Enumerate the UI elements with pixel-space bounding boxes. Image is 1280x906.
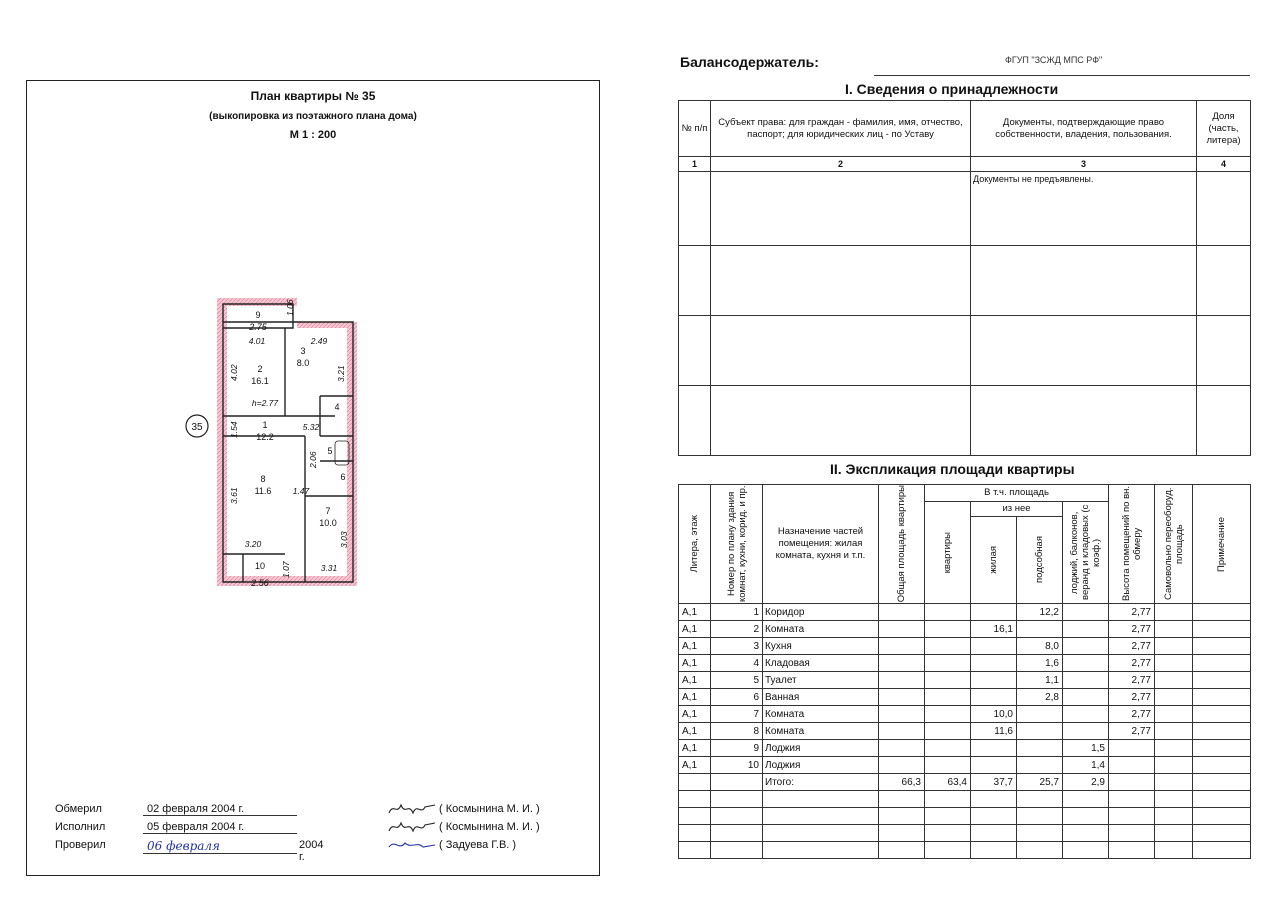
- table-cell: [1155, 672, 1193, 689]
- th-height: Высота помещений по вн. обмеру: [1120, 486, 1143, 602]
- row-number: 9: [711, 740, 763, 757]
- room-1-area: 12.2: [256, 432, 274, 442]
- row-number: 4: [711, 655, 763, 672]
- dim-206: 2.06: [308, 451, 318, 468]
- section1-title: I. Сведения о принадлежности: [845, 81, 1059, 97]
- row-height: 2,77: [1109, 706, 1155, 723]
- table-cell: [925, 757, 971, 774]
- row-number: 10: [711, 757, 763, 774]
- dim-331: 3.31: [320, 563, 338, 573]
- table-cell: [1193, 672, 1251, 689]
- room-8-number: 8: [260, 474, 266, 484]
- row-number: 1: [711, 604, 763, 621]
- room-8-area: 11.6: [254, 486, 272, 496]
- documents-note: Документы не предъявлены.: [971, 172, 1197, 246]
- owner-label: Балансодержатель:: [680, 54, 819, 70]
- table-cell: [1155, 740, 1193, 757]
- col-number: 2: [711, 157, 971, 172]
- room-9-number: 9: [255, 310, 261, 320]
- room-3-area: 8.0: [296, 358, 310, 368]
- row-name: Ванная: [763, 689, 879, 706]
- th-documents: Документы, подтверждающие право собственности, владения, пользования.: [971, 101, 1197, 157]
- row-number: 3: [711, 638, 763, 655]
- row-name: Комната: [763, 621, 879, 638]
- dim-401: 4.01: [248, 336, 266, 346]
- row-loggia: 1,5: [1063, 740, 1109, 757]
- table-row: [679, 621, 1251, 638]
- table-cell: [1193, 757, 1251, 774]
- row-number: 8: [711, 723, 763, 740]
- row-number: 7: [711, 706, 763, 723]
- table-cell: [1193, 604, 1251, 621]
- table-cell: [711, 774, 763, 791]
- row-living: 11,6: [971, 723, 1017, 740]
- plan-title: План квартиры № 35: [250, 89, 376, 103]
- executed-label: Исполнил: [55, 821, 106, 833]
- row-height: 2,77: [1109, 655, 1155, 672]
- row-height: 2,77: [1109, 604, 1155, 621]
- table-cell: [1063, 842, 1109, 859]
- row-living: [971, 740, 1017, 757]
- plan-scale: М 1 : 200: [289, 129, 337, 141]
- table-cell: [711, 791, 763, 808]
- room-9-area: 2.75: [249, 322, 267, 332]
- table-cell: [711, 825, 763, 842]
- row-litera: А,1: [679, 740, 711, 757]
- row-loggia: [1063, 672, 1109, 689]
- total-area: 66,3: [879, 774, 925, 791]
- table-cell: [879, 740, 925, 757]
- row-living: [971, 638, 1017, 655]
- table-cell: [879, 604, 925, 621]
- row-aux: [1017, 757, 1063, 774]
- table-cell: [925, 791, 971, 808]
- explication-rows: [679, 604, 1251, 859]
- table-row: [679, 172, 1251, 246]
- dim-107: 1.07: [281, 561, 291, 578]
- row-name: Комната: [763, 706, 879, 723]
- dim-147: 1.47: [292, 486, 310, 496]
- dim-320: 3.20: [244, 539, 262, 549]
- row-living: [971, 604, 1017, 621]
- area-explication-table: [678, 484, 1251, 859]
- total-loggia: 2,9: [1063, 774, 1109, 791]
- measured-label: Обмерил: [55, 803, 102, 815]
- table-cell: [971, 808, 1017, 825]
- table-cell: [1017, 791, 1063, 808]
- row-litera: А,1: [679, 672, 711, 689]
- th-share: Доля (часть, литера): [1197, 101, 1251, 157]
- checked-date: 06 февраля: [143, 839, 297, 854]
- table-cell: [1155, 757, 1193, 774]
- room-2-area: 16.1: [251, 376, 269, 386]
- dim-249: 2.49: [310, 336, 328, 346]
- table-cell: [1063, 825, 1109, 842]
- row-height: 2,77: [1109, 672, 1155, 689]
- table-cell: [925, 825, 971, 842]
- row-height: 2,77: [1109, 638, 1155, 655]
- room-1-number: 1: [262, 420, 268, 430]
- floor-plan-drawing: [185, 286, 385, 586]
- table-cell: [925, 655, 971, 672]
- table-row: [679, 655, 1251, 672]
- table-cell: [879, 621, 925, 638]
- total-aux: 25,7: [1017, 774, 1063, 791]
- total-label: Итого:: [763, 774, 879, 791]
- row-loggia: [1063, 706, 1109, 723]
- table-cell: [1155, 655, 1193, 672]
- table-cell: [1193, 621, 1251, 638]
- row-loggia: [1063, 655, 1109, 672]
- room-2-number: 2: [257, 364, 263, 374]
- dim-154: 1.54: [229, 421, 239, 438]
- executed-person: ( Космынина М. И. ): [439, 821, 540, 833]
- table-row: [679, 706, 1251, 723]
- table-cell: [1017, 825, 1063, 842]
- row-litera: А,1: [679, 706, 711, 723]
- th-flats: квартиры: [942, 531, 953, 574]
- row-living: 10,0: [971, 706, 1017, 723]
- table-cell: [763, 808, 879, 825]
- table-cell: [879, 757, 925, 774]
- row-litera: А,1: [679, 723, 711, 740]
- table-cell: [1155, 825, 1193, 842]
- row-loggia: [1063, 689, 1109, 706]
- th-litera: Литера, этаж: [689, 515, 700, 573]
- table-cell: [1193, 774, 1251, 791]
- table-cell: [971, 825, 1017, 842]
- table-cell: [1109, 791, 1155, 808]
- col-number: 4: [1197, 157, 1251, 172]
- table-cell: [1193, 655, 1251, 672]
- row-aux: [1017, 723, 1063, 740]
- table-cell: [971, 791, 1017, 808]
- measured-date: 02 февраля 2004 г.: [143, 803, 297, 816]
- row-height: 2,77: [1109, 689, 1155, 706]
- total-row: [679, 774, 1251, 791]
- row-name: Коридор: [763, 604, 879, 621]
- row-height: 2,77: [1109, 723, 1155, 740]
- table-cell: [879, 808, 925, 825]
- col-number: 1: [679, 157, 711, 172]
- row-living: [971, 655, 1017, 672]
- row-aux: [1017, 706, 1063, 723]
- room-10-number: 10: [254, 561, 266, 571]
- table-cell: [879, 638, 925, 655]
- table-cell: [925, 740, 971, 757]
- row-aux: 8,0: [1017, 638, 1063, 655]
- room-5-number: 5: [327, 446, 333, 456]
- row-loggia: [1063, 638, 1109, 655]
- table-cell: [1063, 808, 1109, 825]
- floor-plan-page: [26, 80, 600, 876]
- table-cell: [1017, 808, 1063, 825]
- table-cell: [679, 791, 711, 808]
- row-litera: А,1: [679, 689, 711, 706]
- table-row: [679, 689, 1251, 706]
- table-cell: [925, 638, 971, 655]
- table-cell: [1193, 638, 1251, 655]
- table-cell: [925, 842, 971, 859]
- th-aux: подсобная: [1034, 536, 1045, 584]
- table-cell: [925, 689, 971, 706]
- signature-executed-icon: [387, 819, 437, 835]
- th-of-which: из нее: [971, 502, 1063, 517]
- empty-row: [679, 825, 1251, 842]
- row-living: [971, 757, 1017, 774]
- table-cell: [879, 825, 925, 842]
- table-row: [679, 246, 1251, 316]
- room-6-number: 6: [340, 472, 346, 482]
- table-cell: [1155, 706, 1193, 723]
- table-cell: [1193, 825, 1251, 842]
- table-cell: [1155, 604, 1193, 621]
- row-aux: 1,6: [1017, 655, 1063, 672]
- row-height: [1109, 757, 1155, 774]
- th-loggia: лоджий, балконов, веранд и кладовых (с коэф.): [1069, 504, 1102, 601]
- room-3-number: 3: [300, 346, 306, 356]
- owner-underline: [874, 75, 1250, 76]
- table-cell: [1193, 723, 1251, 740]
- table-cell: [1017, 842, 1063, 859]
- room-7-area: 10.0: [319, 518, 337, 528]
- signature-checked-icon: [387, 837, 437, 853]
- row-living: [971, 672, 1017, 689]
- room-7-number: 7: [325, 506, 331, 516]
- measured-person: ( Космынина М. И. ): [439, 803, 540, 815]
- room-10-area: 2.56: [251, 578, 269, 586]
- table-cell: [925, 706, 971, 723]
- row-litera: А,1: [679, 638, 711, 655]
- table-cell: [763, 791, 879, 808]
- table-cell: [679, 774, 711, 791]
- checked-label: Проверил: [55, 839, 106, 851]
- table-cell: [879, 842, 925, 859]
- row-loggia: [1063, 621, 1109, 638]
- row-litera: А,1: [679, 621, 711, 638]
- th-purpose: Назначение частей помещения: жилая комната, кухня и т.п.: [763, 485, 879, 604]
- signature-measured-icon: [387, 801, 437, 817]
- table-cell: [879, 723, 925, 740]
- row-aux: 12,2: [1017, 604, 1063, 621]
- table-cell: [1063, 791, 1109, 808]
- row-name: Лоджия: [763, 757, 879, 774]
- table-cell: [711, 808, 763, 825]
- row-living: [971, 689, 1017, 706]
- height-label: h=2.77: [251, 398, 279, 408]
- table-cell: [1155, 621, 1193, 638]
- table-cell: [879, 706, 925, 723]
- table-row: [679, 723, 1251, 740]
- table-cell: [1155, 689, 1193, 706]
- table-cell: [879, 672, 925, 689]
- table-cell: [879, 689, 925, 706]
- row-litera: А,1: [679, 757, 711, 774]
- table-cell: [1155, 638, 1193, 655]
- wall-hatch-top-right: [297, 322, 357, 328]
- th-note: Примечание: [1216, 516, 1227, 572]
- total-flats: 63,4: [925, 774, 971, 791]
- row-name: Комната: [763, 723, 879, 740]
- owner-value: ФГУП "ЗСЖД МПС РФ": [1005, 55, 1103, 65]
- ownership-table: [678, 100, 1251, 456]
- table-cell: [1155, 808, 1193, 825]
- row-name: Кладовая: [763, 655, 879, 672]
- table-cell: [971, 842, 1017, 859]
- row-name: Туалет: [763, 672, 879, 689]
- table-row: [679, 638, 1251, 655]
- table-cell: [879, 655, 925, 672]
- plan-subtitle: (выкопировка из поэтажного плана дома): [209, 111, 417, 122]
- row-number: 5: [711, 672, 763, 689]
- row-aux: [1017, 621, 1063, 638]
- table-cell: [1193, 689, 1251, 706]
- row-loggia: 1,4: [1063, 757, 1109, 774]
- room-4-number: 4: [334, 402, 340, 412]
- table-cell: [1109, 825, 1155, 842]
- th-living: жилая: [988, 546, 999, 574]
- table-row: [679, 316, 1251, 386]
- empty-row: [679, 842, 1251, 859]
- dim-106: 1.06: [285, 299, 295, 316]
- table-cell: [1155, 774, 1193, 791]
- table-cell: [679, 842, 711, 859]
- th-incl: В т.ч. площадь: [925, 485, 1109, 502]
- row-loggia: [1063, 604, 1109, 621]
- table-cell: [925, 672, 971, 689]
- table-cell: [879, 791, 925, 808]
- table-cell: [1193, 808, 1251, 825]
- table-cell: [1109, 774, 1155, 791]
- table-cell: [1193, 740, 1251, 757]
- row-litera: А,1: [679, 655, 711, 672]
- table-cell: [925, 621, 971, 638]
- th-plan-num: Номер по плану здания комнат, кухни, корид. и пр.: [725, 485, 748, 603]
- row-aux: [1017, 740, 1063, 757]
- checked-person: ( Задуева Г.В. ): [439, 839, 517, 851]
- table-cell: [679, 825, 711, 842]
- row-living: 16,1: [971, 621, 1017, 638]
- table-cell: [763, 825, 879, 842]
- axis-marker-label: 35: [191, 422, 203, 433]
- table-cell: [763, 842, 879, 859]
- dim-532: 5.32: [302, 422, 320, 432]
- checked-year: 2004 г.: [299, 839, 324, 863]
- dim-321: 3.21: [336, 365, 346, 382]
- th-subject: Субъект права: для граждан - фамилия, имя, отчество, паспорт; для юридических лиц - по Уставу: [711, 101, 971, 157]
- table-row: [679, 672, 1251, 689]
- table-cell: [1109, 842, 1155, 859]
- table-cell: [1193, 791, 1251, 808]
- empty-row: [679, 808, 1251, 825]
- table-cell: [925, 808, 971, 825]
- th-num: № п/п: [679, 101, 711, 157]
- table-cell: [1193, 842, 1251, 859]
- col-number: 3: [971, 157, 1197, 172]
- table-row: [679, 757, 1251, 774]
- dim-361: 3.61: [229, 487, 239, 504]
- table-cell: [711, 842, 763, 859]
- table-cell: [1155, 842, 1193, 859]
- table-cell: [925, 723, 971, 740]
- row-litera: А,1: [679, 604, 711, 621]
- row-aux: 1,1: [1017, 672, 1063, 689]
- th-self: Самовольно переоборуд. площадь: [1162, 487, 1185, 601]
- total-living: 37,7: [971, 774, 1017, 791]
- table-cell: [1193, 706, 1251, 723]
- table-row: [679, 604, 1251, 621]
- th-total: Общая площадь квартиры: [896, 485, 907, 603]
- table-cell: [679, 808, 711, 825]
- row-height: [1109, 740, 1155, 757]
- table-row: [679, 386, 1251, 456]
- executed-date: 05 февраля 2004 г.: [143, 821, 297, 834]
- table-cell: [1155, 791, 1193, 808]
- table-cell: [925, 604, 971, 621]
- table-cell: [1109, 808, 1155, 825]
- row-number: 6: [711, 689, 763, 706]
- section2-title: II. Экспликация площади квартиры: [830, 461, 1075, 477]
- table-row: [679, 740, 1251, 757]
- row-name: Кухня: [763, 638, 879, 655]
- dim-402: 4.02: [229, 364, 239, 381]
- row-aux: 2,8: [1017, 689, 1063, 706]
- row-name: Лоджия: [763, 740, 879, 757]
- row-height: 2,77: [1109, 621, 1155, 638]
- row-loggia: [1063, 723, 1109, 740]
- dim-303: 3.03: [339, 531, 349, 548]
- empty-row: [679, 791, 1251, 808]
- row-number: 2: [711, 621, 763, 638]
- wall-hatch-left: [217, 298, 227, 586]
- table-cell: [1155, 723, 1193, 740]
